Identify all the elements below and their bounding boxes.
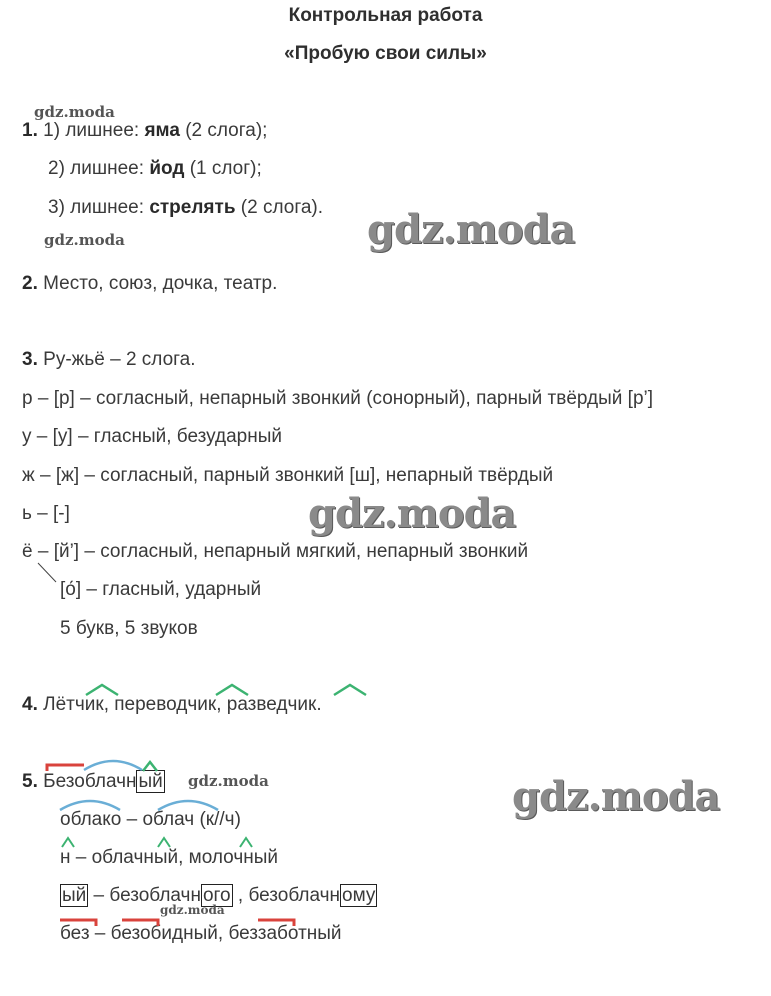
page-title: Контрольная работа — [288, 5, 483, 26]
task1-word2: йод — [149, 158, 185, 179]
watermark-small-2: gdz.moda — [44, 231, 125, 249]
watermark-small-4: gdz.moda — [160, 903, 225, 917]
task5-line4: ый – безоблачн ого , безоблачн ому — [62, 885, 376, 906]
task2-number: 2. — [22, 273, 38, 294]
task3-line-count: 5 букв, 5 звуков — [60, 618, 198, 639]
task4-number: 4. — [22, 694, 38, 715]
task5-ending-box-2: ого — [202, 885, 231, 906]
watermark-small-1: gdz.moda — [34, 103, 115, 121]
task5-word-stem: Безоблачн — [43, 771, 137, 792]
task3-header: 3. Ру-жьё – 2 слога. — [22, 349, 196, 370]
branch-line — [38, 563, 56, 582]
task1-line3: 3) лишнее: стрелять (2 слога). — [48, 197, 324, 218]
task5-ending-box: ый — [138, 771, 163, 792]
task3-line-zh: ж – [ж] – согласный, парный звонкий [ш], непарный твёрдый — [22, 465, 554, 486]
task5-ending-box-1: ый — [62, 885, 87, 906]
watermark-small-3: gdz.moda — [188, 772, 269, 790]
task5-line1 — [22, 770, 165, 794]
task3-line-o: [о́] – гласный, ударный — [60, 579, 262, 600]
watermark-large-1: gdz.moda — [367, 206, 575, 253]
watermark-large-2: gdz.moda — [308, 490, 516, 537]
task1-line2: 2) лишнее: йод (1 слог); — [48, 158, 262, 179]
task5-line3: н – облачный, молочный — [60, 847, 278, 868]
task4-line: 4. Лётчик, переводчик, разведчик. — [22, 694, 322, 715]
task1-word3: стрелять — [149, 197, 236, 218]
task1-number: 1. — [22, 120, 38, 141]
watermark-large-3: gdz.moda — [512, 773, 720, 820]
task2-line: 2. Место, союз, дочка, театр. — [22, 273, 278, 294]
page-subtitle: «Пробую свои силы» — [284, 43, 487, 64]
task3-line-r: р – [р] – согласный, непарный звонкий (сонорный), парный твёрдый [р’] — [22, 388, 654, 409]
task3-line-yo: ё – [й’] – согласный, непарный мягкий, непарный звонкий — [22, 541, 529, 562]
root-mark — [84, 761, 142, 770]
task1-word1: яма — [144, 120, 180, 141]
task3-number: 3. — [22, 349, 38, 370]
task5-line5: без – безобидный, беззаботный — [60, 923, 342, 944]
task3-line-u: у – [у] – гласный, безударный — [22, 426, 282, 447]
task1-line1: 1. 1) лишнее: яма (2 слога); — [22, 120, 268, 141]
task5-line2: облако – облач (к//ч) — [60, 809, 241, 830]
task5-number: 5. — [22, 771, 38, 792]
task5-ending-box-3: ому — [342, 885, 376, 906]
suffix-mark-3 — [334, 685, 366, 695]
task3-line-soft: ь – [-] — [22, 503, 70, 524]
